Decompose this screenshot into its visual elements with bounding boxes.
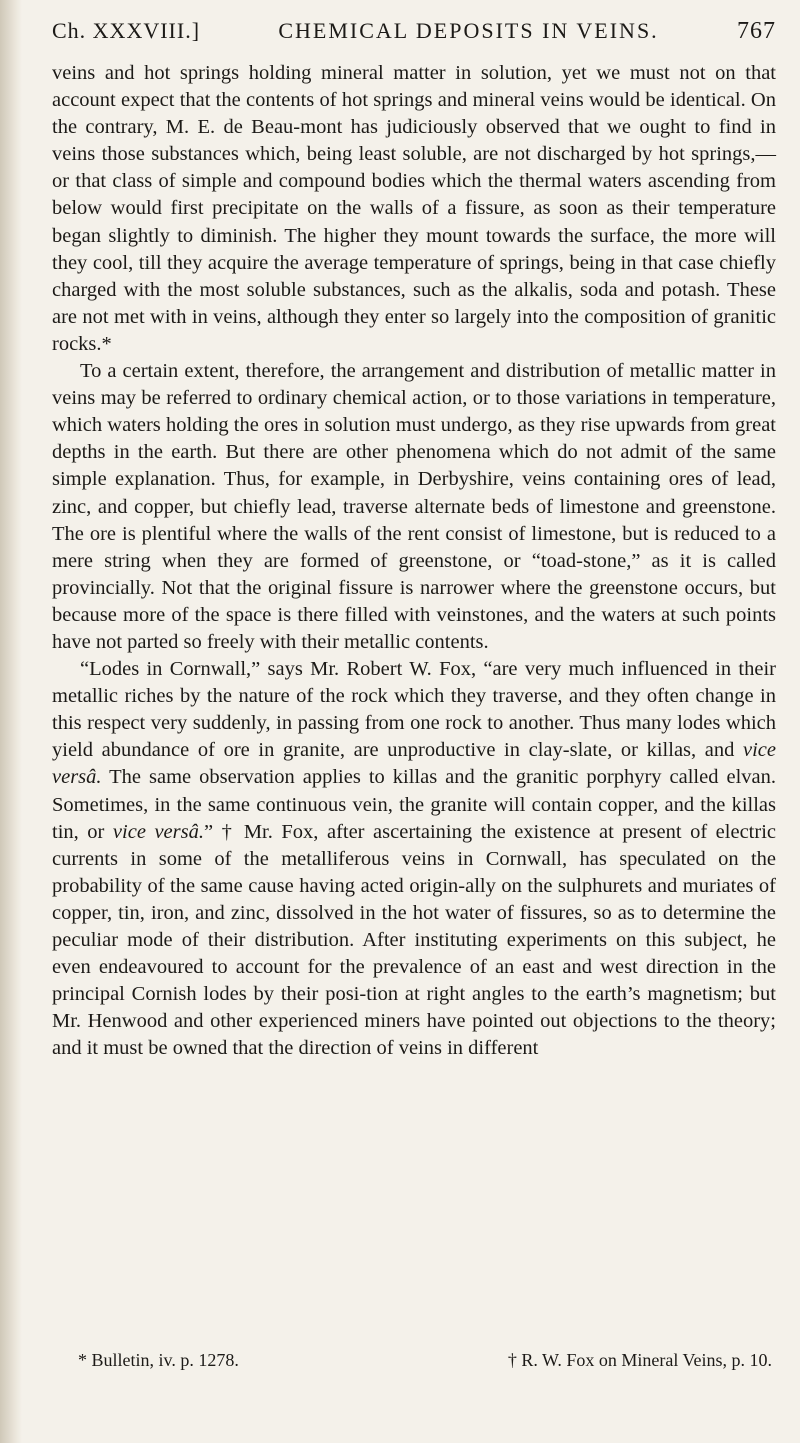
page-title: CHEMICAL DEPOSITS IN VEINS. [278, 18, 659, 43]
running-head [52, 18, 776, 52]
text-run: To a certain extent, therefore, the arrangement and distribution of metallic matter in veins may be referred to ordinary chemical action, or to those variations in temperature, which waters holding the ores in solution must undergo, as they rise upwards from great depths in the earth. But there are other phenomena which do not admit of the same simple explanation. Thus, for example, in Derbyshire, veins containing ores of lead, zinc, and copper, but chiefly lead, traverse alternate beds of limestone and greenstone. The ore is plentiful where the walls of the rent consist of limestone, but is reduced to a mere string when they are formed of greenstone, or “toad-stone,” as it is called provincially. Not that the original fissure is narrower where the greenstone occurs, but because more of the space is there filled with veinstones, and the waters at such points have not parted so freely with their metallic contents. [52, 360, 776, 653]
paragraph-1 [52, 60, 776, 358]
text-run: The same observation applies to killas and the granitic porphyry called elvan. Sometimes, in the same continuous vein, the granite will contain copper, and the killas tin, or [52, 766, 776, 843]
chapter-label: Ch. XXXVIII.] [52, 18, 201, 43]
paragraph-2 [52, 358, 776, 656]
paragraph-3 [52, 656, 776, 1062]
footnotes [52, 1348, 776, 1372]
footnote-bulletin: * Bulletin, iv. p. 1278. [78, 1350, 239, 1370]
italic-phrase: vice versâ. [112, 820, 204, 843]
footnote-fox: † R. W. Fox on Mineral Veins, p. 10. [507, 1350, 772, 1370]
text-run: “Lodes in Cornwall,” says Mr. Robert W. Fox, “are very much influenced in their metallic riches by the nature of the rock which they traverse, and they often change in this respect very suddenly, in passing from one rock to another. Thus many lodes which yield abundance of ore in granite, are unproductive in clay-slate, or killas, and [52, 658, 776, 762]
text-run: veins and hot springs holding mineral matter in solution, yet we must not on that account expect that the contents of hot springs and mineral veins would be identical. On the contrary, M. E. de Beau-mont has judiciously observed that we ought to find in veins those substances which, being least soluble, are not discharged by hot springs,—or that class of simple and compound bodies which the thermal waters ascending from below would first precipitate on the walls of a fissure, as soon as their temperature began slightly to diminish. The higher they mount towards the surface, the more will they cool, till they acquire the average temperature of springs, being in that case chiefly charged with the most soluble substances, such as the alkalis, soda and potash. These are not met with in veins, although they enter so largely into the composition of granitic rocks.* [52, 62, 776, 355]
page-number: 767 [736, 18, 776, 44]
body-text [52, 60, 776, 1062]
italic-phrase: vice versâ. [52, 739, 776, 789]
text-run: ” † Mr. Fox, after ascertaining the existence at present of electric currents in some of the metalliferous veins in Cornwall, has speculated on the probability of the same cause having acted origin-ally on the sulphurets and muriates of copper, tin, iron, and zinc, dissolved in the hot water of fissures, so as to determine the peculiar mode of their distribution. After instituting experiments on this subject, he even endeavoured to account for the prevalence of an east and west direction in the principal Cornish lodes by their posi-tion at right angles to the earth’s magnetism; but Mr. Henwood and other experienced miners have pointed out objections to the theory; and it must be owned that the direction of veins in different [52, 820, 776, 1060]
